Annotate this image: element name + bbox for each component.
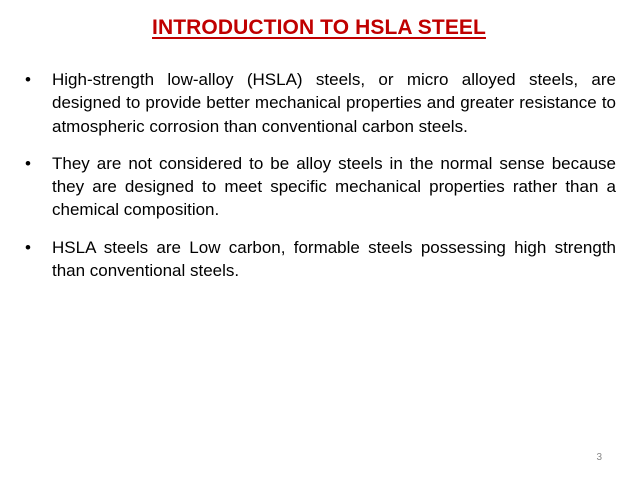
bullet-item-2 <box>25 152 616 222</box>
bullet-point-icon: • <box>25 70 31 89</box>
bullet-text-2: They are not considered to be alloy steels in the normal sense because they are designed to meet specific mechanical properties rather than a chemical composition. <box>52 153 616 220</box>
page-number: 3 <box>596 452 602 463</box>
bullet-text-1: High-strength low-alloy (HSLA) steels, or micro alloyed steels, are designed to provide better mechanical properties and greater resistance to atmospheric corrosion than conventional carbon steels. <box>52 70 616 136</box>
bullet-item-3 <box>25 236 616 283</box>
bullet-point-icon: • <box>25 237 31 257</box>
bullet-point-icon: • <box>25 153 31 173</box>
bullet-item-1 <box>25 68 616 138</box>
bullet-text-3: HSLA steels are Low carbon, formable steels possessing high strength than conventional steels. <box>52 237 616 281</box>
slide-title: INTRODUCTION TO HSLA STEEL <box>152 16 486 39</box>
bullet-list <box>25 68 616 282</box>
